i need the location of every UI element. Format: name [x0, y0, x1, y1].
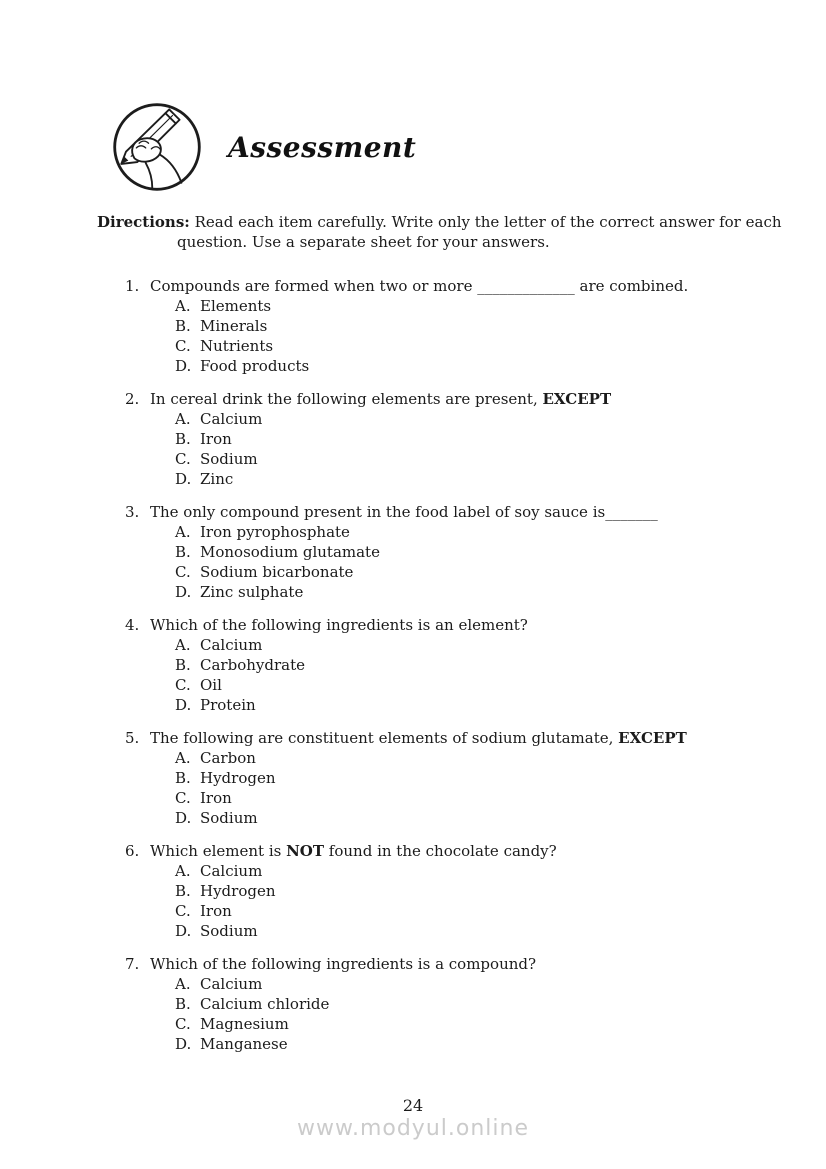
answer-option — [0, 808, 826, 828]
question-text — [150, 616, 528, 634]
answer-option — [0, 861, 826, 881]
answer-option — [0, 695, 826, 715]
option-letter: C. — [175, 676, 191, 694]
watermark: www.modyul.online — [297, 1116, 529, 1141]
question-number: 7. — [125, 955, 140, 973]
option-text: Protein — [200, 696, 256, 714]
option-text: Sodium — [200, 922, 258, 940]
option-text: Iron — [200, 902, 232, 920]
answer-option — [0, 429, 826, 449]
question — [0, 276, 826, 376]
question — [0, 389, 826, 489]
option-letter: D. — [175, 357, 192, 375]
option-letter: A. — [175, 749, 191, 767]
option-letter: B. — [175, 769, 191, 787]
question-line — [0, 841, 826, 861]
assessment-header — [110, 100, 416, 194]
option-text: Hydrogen — [200, 882, 276, 900]
answer-option — [0, 582, 826, 602]
question — [0, 728, 826, 828]
answer-option — [0, 409, 826, 429]
question-number: 5. — [125, 729, 140, 747]
option-text: Magnesium — [200, 1015, 289, 1033]
question-text — [150, 955, 536, 973]
option-letter: A. — [175, 975, 191, 993]
answer-option — [0, 1034, 826, 1054]
question-number: 1. — [125, 277, 140, 295]
page-number: 24 — [402, 1096, 424, 1115]
option-text: Manganese — [200, 1035, 288, 1053]
question-text — [150, 842, 557, 860]
option-letter: C. — [175, 563, 191, 581]
question-text-segment: Which of the following ingredients is an element? — [150, 616, 528, 634]
question-text-segment: found in the chocolate candy? — [324, 842, 557, 860]
option-text: Calcium — [200, 975, 263, 993]
option-text: Minerals — [200, 317, 268, 335]
option-text: Calcium — [200, 636, 263, 654]
option-letter: D. — [175, 1035, 192, 1053]
questions-list — [0, 276, 826, 1067]
answer-option — [0, 469, 826, 489]
question-text-segment: Which element is — [150, 842, 287, 860]
option-text: Iron — [200, 430, 232, 448]
option-letter: A. — [175, 862, 191, 880]
option-letter: B. — [175, 656, 191, 674]
answer-option — [0, 655, 826, 675]
option-letter: B. — [175, 430, 191, 448]
directions-line-1 — [97, 212, 782, 232]
question-number: 2. — [125, 390, 140, 408]
option-letter: A. — [175, 410, 191, 428]
question-text — [150, 277, 688, 295]
question-text — [150, 503, 658, 521]
option-letter: B. — [175, 995, 191, 1013]
answer-option — [0, 542, 826, 562]
option-letter: A. — [175, 297, 191, 315]
answer-option — [0, 921, 826, 941]
answer-option — [0, 768, 826, 788]
answer-option — [0, 1014, 826, 1034]
option-text: Iron pyrophosphate — [200, 523, 350, 541]
option-letter: B. — [175, 317, 191, 335]
option-letter: C. — [175, 337, 191, 355]
answer-option — [0, 994, 826, 1014]
question — [0, 841, 826, 941]
answer-option — [0, 881, 826, 901]
directions-text: Read each item carefully. Write only the letter of the correct answer for each — [189, 213, 782, 231]
answer-option — [0, 901, 826, 921]
option-text: Calcium — [200, 410, 263, 428]
question — [0, 615, 826, 715]
option-letter: C. — [175, 450, 191, 468]
option-letter: D. — [175, 470, 192, 488]
question-line — [0, 728, 826, 748]
question-line — [0, 502, 826, 522]
option-text: Zinc sulphate — [200, 583, 304, 601]
option-letter: D. — [175, 809, 192, 827]
answer-option — [0, 296, 826, 316]
writing-hand-icon — [110, 100, 204, 194]
option-text: Oil — [200, 676, 222, 694]
question-text-segment: Compounds are formed when two or more _____________ are combined. — [150, 277, 689, 295]
question-text-segment: The following are constituent elements of sodium glutamate, — [150, 729, 619, 747]
answer-option — [0, 449, 826, 469]
question-text — [150, 390, 611, 408]
option-text: Hydrogen — [200, 769, 276, 787]
question-line — [0, 954, 826, 974]
option-text: Sodium bicarbonate — [200, 563, 354, 581]
answer-option — [0, 675, 826, 695]
answer-option — [0, 788, 826, 808]
question-number: 4. — [125, 616, 140, 634]
answer-option — [0, 316, 826, 336]
option-letter: A. — [175, 636, 191, 654]
page-title: Assessment — [228, 130, 417, 164]
question-number: 3. — [125, 503, 140, 521]
directions-line-2: question. Use a separate sheet for your answers. — [177, 233, 550, 251]
answer-option — [0, 974, 826, 994]
option-letter: D. — [175, 696, 192, 714]
option-letter: C. — [175, 902, 191, 920]
answer-option — [0, 522, 826, 542]
question-line — [0, 615, 826, 635]
question-text-segment: Which of the following ingredients is a compound? — [150, 955, 537, 973]
option-text: Sodium — [200, 809, 258, 827]
question-text-segment: EXCEPT — [542, 390, 612, 408]
answer-option — [0, 748, 826, 768]
option-text: Zinc — [200, 470, 234, 488]
question-text-segment: In cereal drink the following elements are present, — [150, 390, 543, 408]
answer-option — [0, 562, 826, 582]
question-text-segment: The only compound present in the food label of soy sauce is_______ — [150, 503, 658, 521]
option-text: Sodium — [200, 450, 258, 468]
option-letter: A. — [175, 523, 191, 541]
option-text: Food products — [200, 357, 310, 375]
option-letter: B. — [175, 882, 191, 900]
directions-label: Directions: — [97, 213, 190, 231]
option-text: Monosodium glutamate — [200, 543, 380, 561]
question-line — [0, 276, 826, 296]
option-letter: C. — [175, 789, 191, 807]
question-text-segment: NOT — [286, 842, 325, 860]
option-text: Iron — [200, 789, 232, 807]
answer-option — [0, 336, 826, 356]
option-text: Carbohydrate — [200, 656, 305, 674]
option-letter: D. — [175, 583, 192, 601]
question-number: 6. — [125, 842, 140, 860]
question — [0, 954, 826, 1054]
option-letter: D. — [175, 922, 192, 940]
question-text-segment: EXCEPT — [618, 729, 687, 747]
option-letter: C. — [175, 1015, 191, 1033]
question-text — [150, 729, 687, 747]
option-text: Calcium chloride — [200, 995, 330, 1013]
question — [0, 502, 826, 602]
directions — [97, 212, 782, 252]
answer-option — [0, 635, 826, 655]
option-text: Calcium — [200, 862, 263, 880]
option-text: Elements — [200, 297, 272, 315]
option-text: Nutrients — [200, 337, 274, 355]
option-letter: B. — [175, 543, 191, 561]
answer-option — [0, 356, 826, 376]
option-text: Carbon — [200, 749, 256, 767]
question-line — [0, 389, 826, 409]
